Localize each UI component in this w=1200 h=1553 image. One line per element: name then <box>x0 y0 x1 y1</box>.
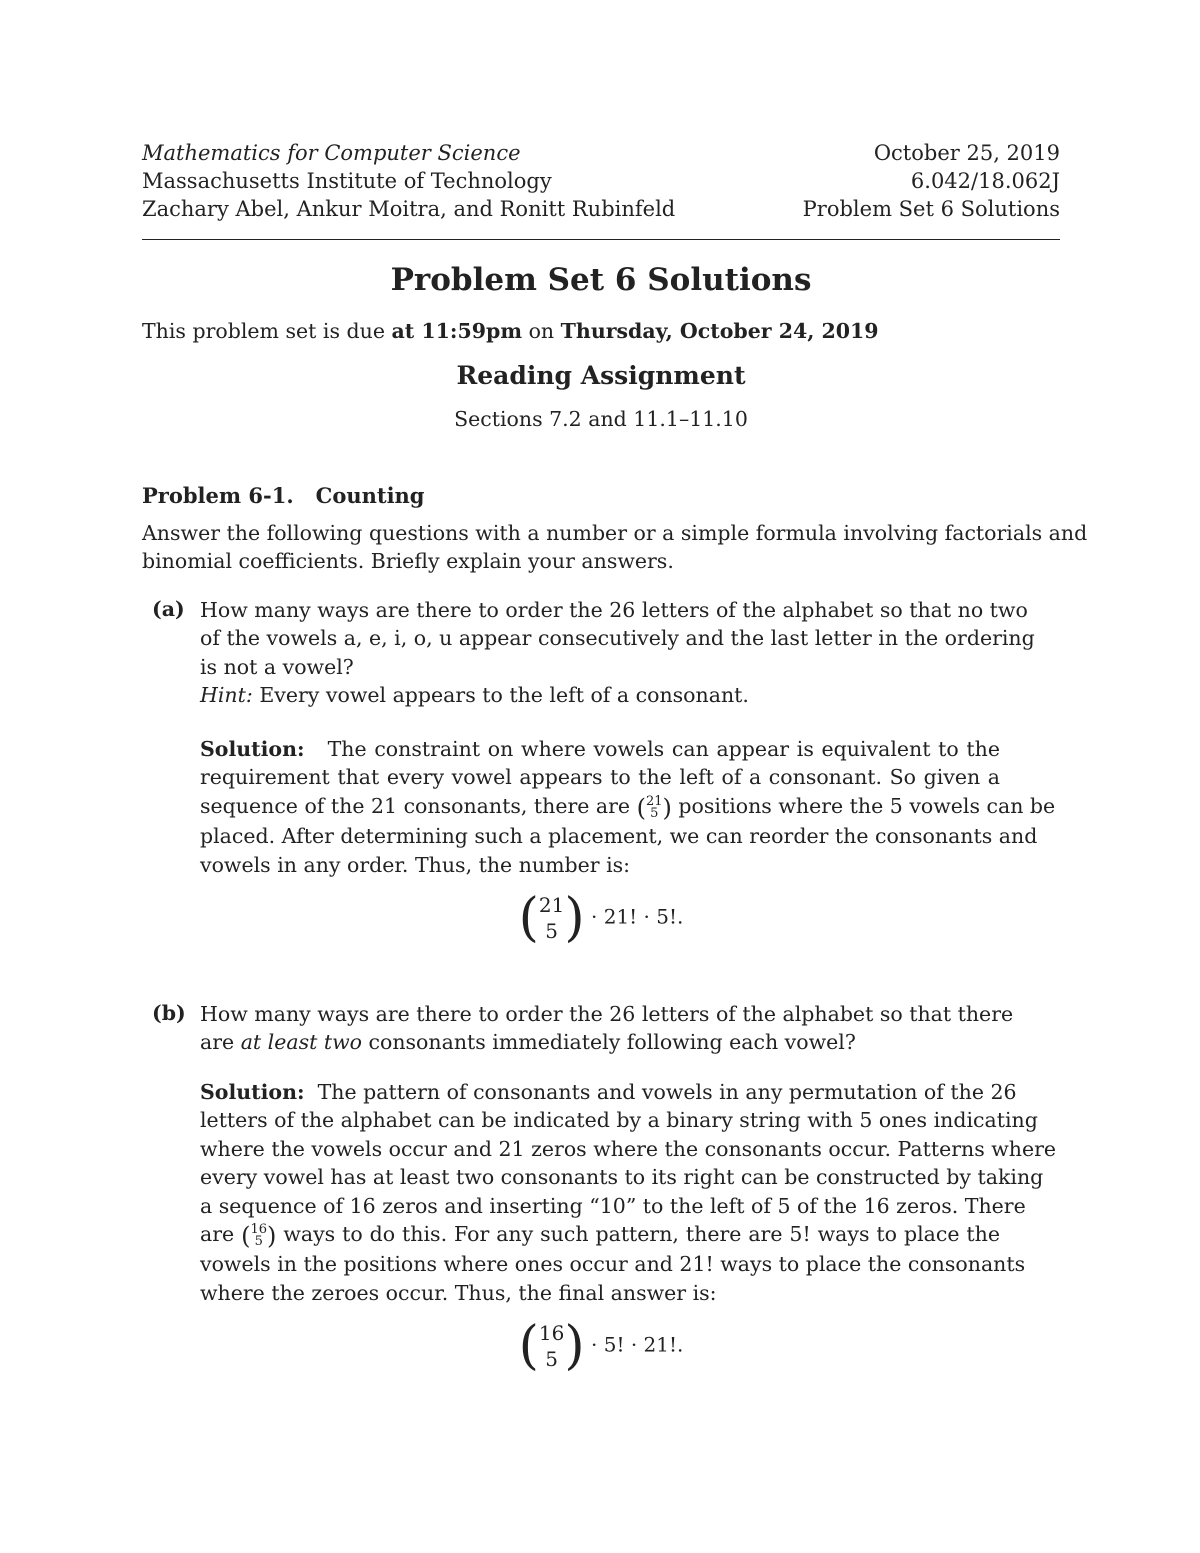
part-a-q-line-3: is not a vowel? <box>200 654 354 679</box>
part-b-question <box>200 1000 1014 1057</box>
reading-heading: Reading Assignment <box>456 361 746 390</box>
binom-top: 21 <box>645 793 663 809</box>
part-b-label: (b) <box>152 1001 186 1025</box>
institution: Massachusetts Institute of Technology <box>142 169 552 193</box>
part-b-s-line-2: letters of the alphabet can be indicated by a binary string with 5 ones indicating <box>200 1108 1038 1133</box>
part-a-s-line-4: placed. After determining such a placement, we can reorder the consonants and <box>200 824 1038 849</box>
due-day: Thursday, October 24, 2019 <box>560 319 879 343</box>
part-a-s-line-3 <box>200 792 1056 822</box>
part-a-s-line-2: requirement that every vowel appears to the left of a consonant. So given a <box>200 765 1000 790</box>
hint-text: Every vowel appears to the left of a consonant. <box>259 683 749 708</box>
part-b-q-text-2b: consonants immediately following each vowel? <box>368 1030 856 1055</box>
part-a-s-text-3a: sequence of the 21 consonants, there are <box>200 793 631 818</box>
part-b-q-line-2 <box>200 1028 1000 1056</box>
problem-intro <box>142 519 1088 576</box>
part-a-s-line-5: vowels in any order. Thus, the number is: <box>200 852 631 877</box>
page-title: Problem Set 6 Solutions <box>390 262 812 298</box>
display-binom-top-b: 16 <box>538 1321 565 1345</box>
intro-line-2: binomial coefficients. Briefly explain your answers. <box>142 549 674 574</box>
inline-binom-16-5: ( 16 5 ) <box>241 1221 277 1250</box>
part-b-s-line-5: a sequence of 16 zeros and inserting “10” to the left of 5 of the 16 zeros. There <box>200 1193 1026 1218</box>
part-b-s-line-7: vowels in the positions where ones occur and 21! ways to place the consonants <box>200 1252 1026 1277</box>
part-b-q-line-1: How many ways are there to order the 26 letters of the alphabet so that there <box>200 1002 1014 1026</box>
part-a-formula-rest: · 21! · 5!. <box>591 904 684 929</box>
display-binom-21-5: ( 21 5 ) <box>518 888 585 948</box>
binom-top-b: 16 <box>250 1222 268 1238</box>
binom-bottom: 5 <box>650 805 659 821</box>
display-binom-16-5: ( 16 5 ) <box>518 1316 585 1376</box>
reading-sections: Sections 7.2 and 11.1–11.10 <box>454 407 748 431</box>
solution-label: Solution: <box>200 737 305 761</box>
part-a-formula <box>142 888 1060 948</box>
part-a-s-text-1: The constraint on where vowels can appear is equivalent to the <box>327 737 1000 761</box>
part-a-s-line-1 <box>200 735 1000 763</box>
due-line <box>142 319 879 343</box>
solution-label-b: Solution: <box>200 1080 305 1104</box>
problem-number: Problem 6-1. <box>142 483 294 508</box>
part-a-hint <box>200 681 1000 709</box>
due-on: on <box>528 319 555 343</box>
problem-heading <box>142 483 425 508</box>
intro-line-1: Answer the following questions with a number or a simple formula involving factorials and <box>142 521 1088 545</box>
course-title: Mathematics for Computer Science <box>142 141 521 165</box>
display-binom-top: 21 <box>538 893 565 917</box>
part-a-label: (a) <box>152 597 185 621</box>
course-number: 6.042/18.062J <box>910 169 1060 193</box>
part-b-s-line-3: where the vowels occur and 21 zeros where the consonants occur. Patterns where <box>200 1136 1057 1161</box>
doc-label: Problem Set 6 Solutions <box>802 197 1060 221</box>
due-prefix: This problem set is due <box>142 319 385 343</box>
hint-label: Hint: <box>200 683 253 708</box>
part-b-q-text-2a: are <box>200 1030 235 1055</box>
part-a-q-line-1: How many ways are there to order the 26 letters of the alphabet so that no two <box>200 598 1028 622</box>
inline-binom-21-5: ( 21 5 ) <box>636 793 672 822</box>
part-b-formula-rest: · 5! · 21!. <box>591 1332 684 1357</box>
part-b-formula <box>142 1316 1060 1376</box>
part-b-q-emphasis: at least two <box>240 1030 362 1055</box>
header-rule <box>142 239 1060 240</box>
part-a-s-text-3b: positions where the 5 vowels can be <box>678 793 1056 818</box>
due-time: at 11:59pm <box>391 319 523 343</box>
authors: Zachary Abel, Ankur Moitra, and Ronitt Rubinfeld <box>142 197 676 221</box>
display-binom-bottom-b: 5 <box>545 1347 558 1371</box>
binom-bottom-b: 5 <box>254 1234 263 1250</box>
part-b-solution <box>200 1078 1057 1307</box>
display-binom-bottom: 5 <box>545 919 558 943</box>
part-b-s-line-8: where the zeroes occur. Thus, the final answer is: <box>200 1280 717 1305</box>
part-b-s-line-1 <box>200 1078 1017 1106</box>
problem-name: Counting <box>315 483 425 508</box>
part-b-s-text-6b: ways to do this. For any such pattern, there are 5! ways to place the <box>283 1222 1000 1247</box>
part-b-s-line-6 <box>200 1220 1000 1250</box>
part-b-s-text-6a: are <box>200 1222 235 1247</box>
part-b-s-line-4: every vowel has at least two consonants to its right can be constructed by taking <box>200 1165 1044 1190</box>
part-b-s-text-1: The pattern of consonants and vowels in any permutation of the 26 <box>317 1080 1017 1104</box>
header-date: October 25, 2019 <box>873 141 1060 165</box>
part-a-solution <box>200 735 1056 879</box>
part-a-q-line-2: of the vowels a, e, i, o, u appear consecutively and the last letter in the ordering <box>200 626 1035 651</box>
part-a-question <box>200 596 1035 710</box>
